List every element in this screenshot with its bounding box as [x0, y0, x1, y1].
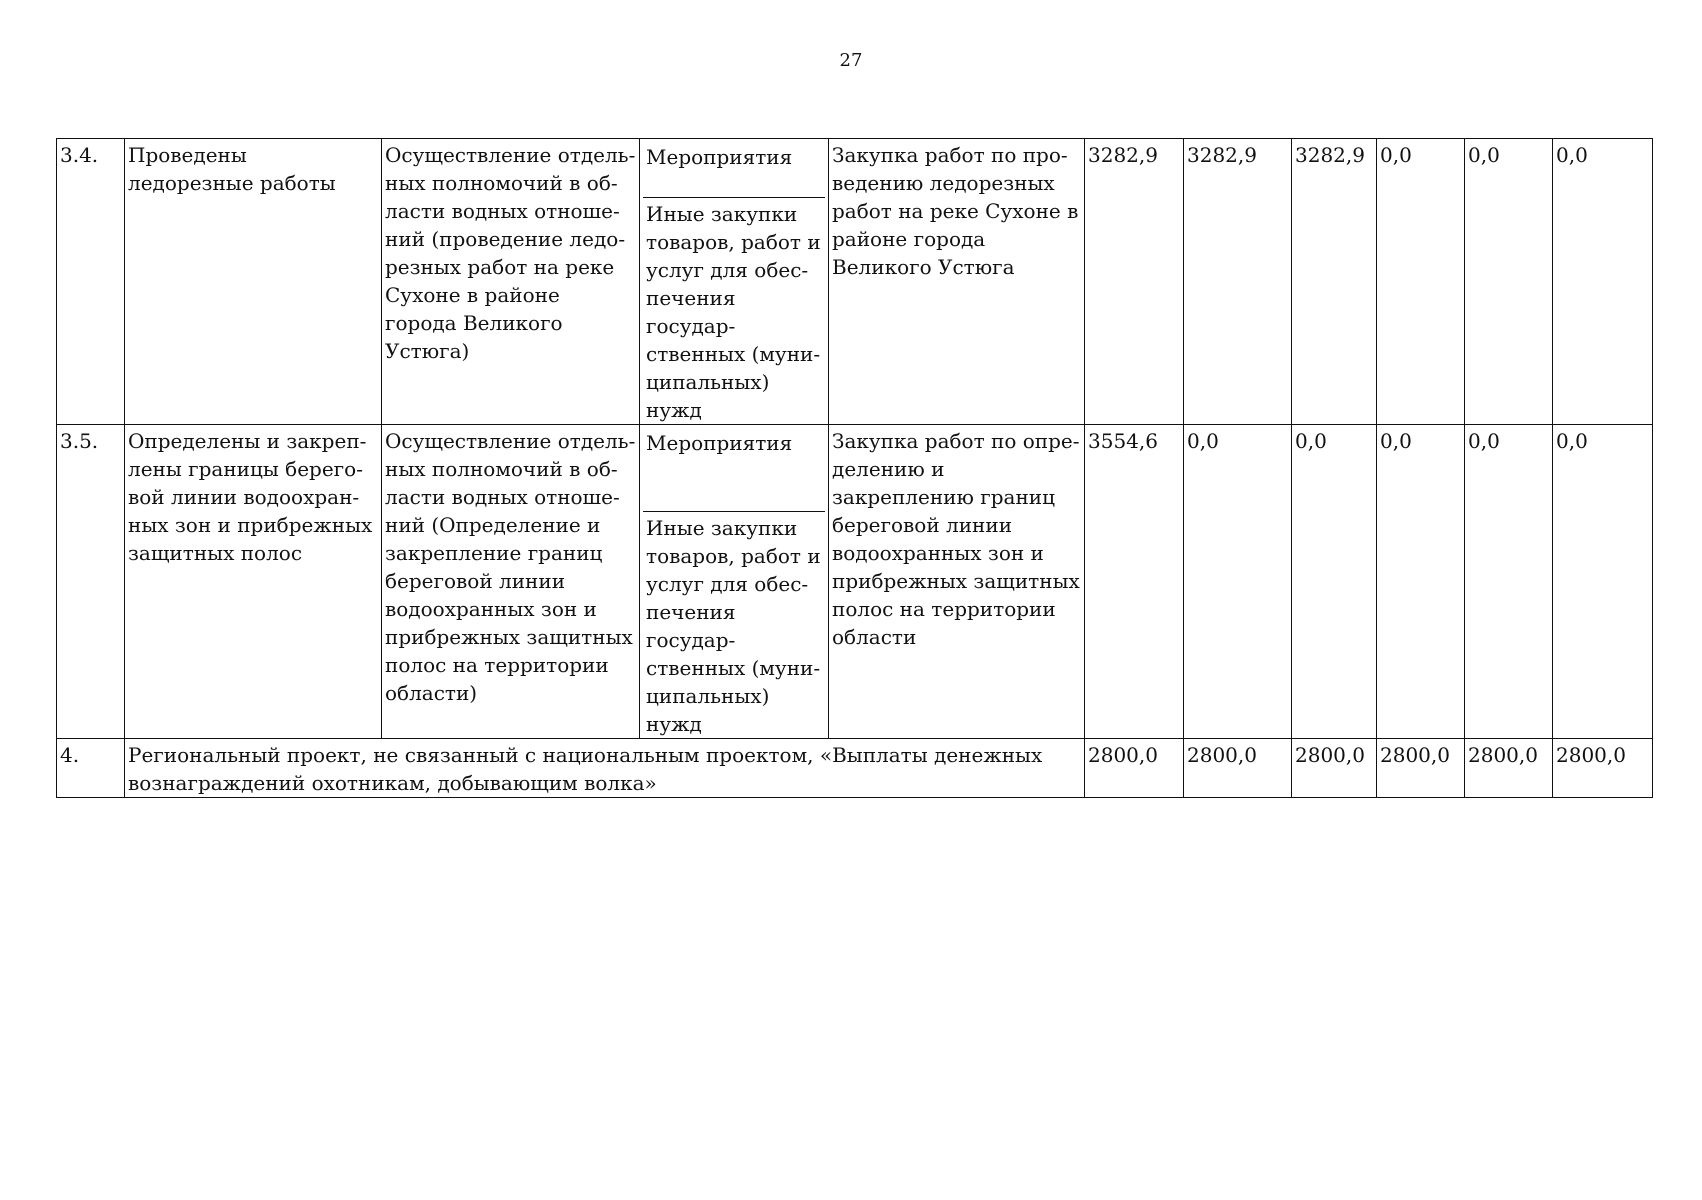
type-cell	[640, 139, 829, 425]
value-cell: 0,0	[1377, 425, 1465, 739]
result-cell: Проведены ледорезные работы	[125, 139, 382, 425]
table-row	[57, 739, 1653, 798]
row-number: 3.4.	[57, 139, 125, 425]
value-cell: 3282,9	[1292, 139, 1377, 425]
value-cell: 0,0	[1553, 139, 1653, 425]
value-cell: 3282,9	[1085, 139, 1184, 425]
type-bottom: Иные закупки товаров, работ и услуг для обеспечения государственных (муниципальных) нужд	[646, 202, 821, 422]
page-number: 27	[839, 50, 863, 71]
value-cell: 2800,0	[1085, 739, 1184, 798]
measure-cell: Осуществление отдельных полномочий в области водных отношений (Определение и закрепление границ береговой линии водоохранных зон и прибрежных защитных полос на территории области)	[382, 425, 640, 739]
row-number: 3.5.	[57, 425, 125, 739]
project-title-cell: Региональный проект, не связанный с национальным проектом, «Выплаты денежных вознаграждений охотникам, добывающим волка»	[125, 739, 1085, 798]
value-cell: 2800,0	[1292, 739, 1377, 798]
type-cell	[640, 425, 829, 739]
result-cell: Определены и закреплены границы береговой линии водоохранных зон и прибрежных защитных полос	[125, 425, 382, 739]
table-row	[57, 139, 1653, 425]
type-top: Мероприятия	[643, 141, 825, 198]
value-cell: 3554,6	[1085, 425, 1184, 739]
value-cell: 2800,0	[1553, 739, 1653, 798]
value-cell: 0,0	[1465, 139, 1553, 425]
row-number: 4.	[57, 739, 125, 798]
value-cell: 0,0	[1377, 139, 1465, 425]
value-cell: 0,0	[1184, 425, 1292, 739]
measure-cell: Осуществление отдельных полномочий в области водных отношений (проведение ледорезных работ на реке Сухоне в районе города Великого Устюга)	[382, 139, 640, 425]
type-top: Мероприятия	[643, 427, 825, 512]
description-cell: Закупка работ по определению и закреплению границ береговой линии водоохранных зон и прибрежных защитных полос на территории области	[829, 425, 1085, 739]
type-bottom: Иные закупки товаров, работ и услуг для обеспечения государственных (муниципальных) нужд	[646, 516, 821, 736]
value-cell: 0,0	[1292, 425, 1377, 739]
value-cell: 0,0	[1553, 425, 1653, 739]
value-cell: 2800,0	[1377, 739, 1465, 798]
table-row	[57, 425, 1653, 739]
value-cell: 2800,0	[1465, 739, 1553, 798]
description-cell: Закупка работ по проведению ледорезных работ на реке Сухоне в районе города Великого Устюга	[829, 139, 1085, 425]
value-cell: 2800,0	[1184, 739, 1292, 798]
value-cell: 0,0	[1465, 425, 1553, 739]
budget-table	[56, 138, 1653, 798]
value-cell: 3282,9	[1184, 139, 1292, 425]
